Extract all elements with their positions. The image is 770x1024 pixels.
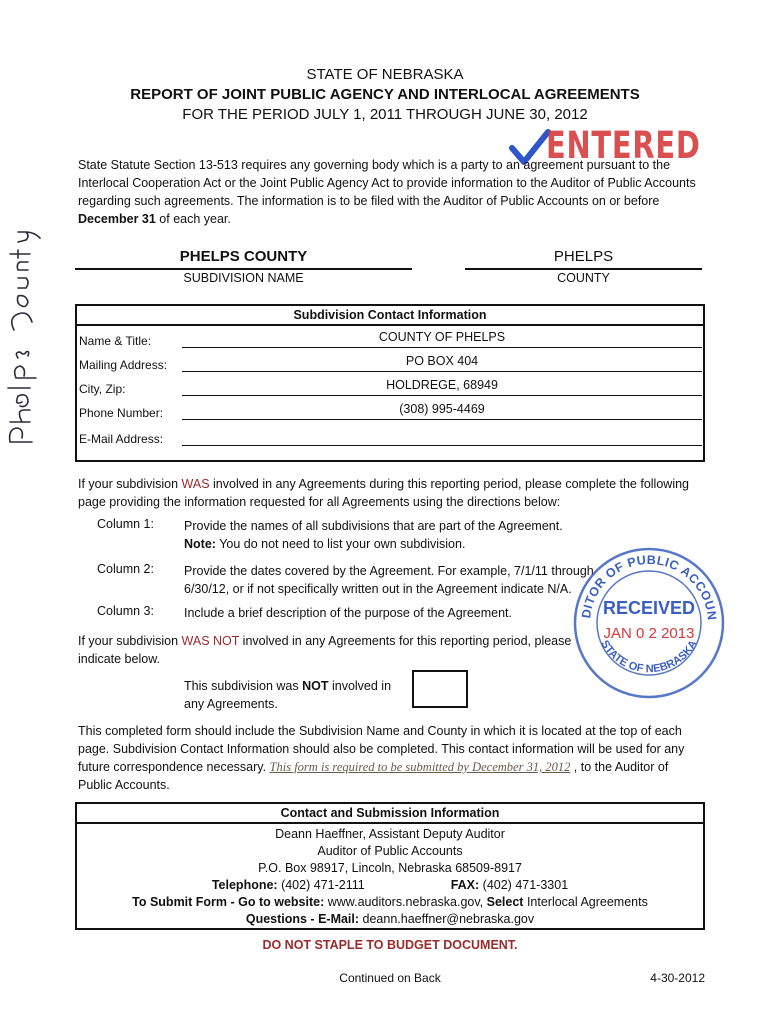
not-involved-text-end: involved in any Agreements. <box>184 679 392 711</box>
column-3-text: Include a brief description of the purpose of the Agreement. <box>184 606 512 620</box>
email-label: E-Mail Address: <box>79 432 164 446</box>
column-1-description: Provide the names of all subdivisions that are part of the Agreement. <box>184 519 563 533</box>
form-state-heading: STATE OF NEBRASKA <box>306 66 464 83</box>
intro-paragraph <box>78 156 698 228</box>
column-3-label: Column 3: <box>97 604 154 618</box>
questions-email-line <box>77 911 703 928</box>
completion-text: This completed form should include the Subdivision Name and County in which it is located at the top of each page. Subdivision Contact Information should also be completed. This contact information will be used for any future correspondence necessary. <box>78 724 685 774</box>
phone-label: Phone Number: <box>79 406 164 420</box>
submit-label: To Submit Form - Go to website: <box>132 895 325 909</box>
received-ring-top: DITOR OF PUBLIC ACCOUN <box>579 552 720 622</box>
field-underline <box>182 347 702 348</box>
subdivision-name-line <box>75 268 412 270</box>
interlocal-agreements-text: Interlocal Agreements <box>523 895 648 909</box>
was-involved-paragraph <box>78 475 698 511</box>
subdivision-name-caption: SUBDIVISION NAME <box>183 271 304 285</box>
auditor-name: Deann Haeffner, Assistant Deputy Auditor <box>275 827 505 841</box>
contact-info-title: Subdivision Contact Information <box>77 306 703 326</box>
field-underline <box>182 371 702 372</box>
contact-info-box <box>75 304 705 462</box>
was-involved-text: If your subdivision <box>78 477 182 491</box>
deadline-notice: This form is required to be submitted by December 31, 2012 <box>269 760 571 774</box>
was-involved-text-end: involved in any Agreements during this reporting period, please complete the following page providing the information requested for all Agreements using the directions below: <box>78 477 689 509</box>
field-underline <box>182 419 702 420</box>
field-underline <box>182 395 702 396</box>
questions-label: Questions - E-Mail: <box>245 912 360 926</box>
not-involved-checkbox[interactable] <box>412 670 468 708</box>
form-title: REPORT OF JOINT PUBLIC AGENCY AND INTERLOCAL AGREEMENTS <box>130 86 640 103</box>
was-not-text-end: involved in any Agreements for this reporting period, please indicate below. <box>78 634 572 666</box>
fax-label: FAX: <box>450 878 480 892</box>
received-word: RECEIVED <box>602 598 696 618</box>
completion-text-end: , to the Auditor of Public Accounts. <box>78 760 669 792</box>
phone-fax-line <box>77 877 703 894</box>
telephone-number: (402) 471-2111 <box>277 878 365 892</box>
county-line <box>465 268 702 270</box>
phone-field[interactable]: (308) 995-4469 <box>399 402 485 416</box>
email-link[interactable]: deann.haeffner@nebraska.gov <box>359 912 535 926</box>
received-date: JAN 0 2 2013 <box>603 625 695 642</box>
column-2-text: Provide the dates covered by the Agreement. For example, 7/1/11 through 6/30/12, or if not specifically written out in the Agreement indicate N/A. <box>184 564 594 596</box>
was-not-keyword: WAS NOT <box>181 634 240 648</box>
svg-text:STATE OF NEBRASKA <box>598 638 699 675</box>
auditor-address: P.O. Box 98917, Lincoln, Nebraska 68509-8917 <box>258 861 522 875</box>
staple-warning: DO NOT STAPLE TO BUDGET DOCUMENT. <box>262 938 518 952</box>
auditor-office: Auditor of Public Accounts <box>317 844 463 858</box>
form-revision-date: 4-30-2012 <box>650 971 705 985</box>
intro-deadline: December 31 <box>78 212 156 226</box>
was-not-involved-paragraph <box>78 632 578 668</box>
name-title-field[interactable]: COUNTY OF PHELPS <box>378 330 506 344</box>
column-1-note-label: Note: <box>184 537 216 551</box>
entered-stamp: ENTERED <box>546 124 701 167</box>
column-1-note: You do not need to list your own subdivision. <box>215 537 466 551</box>
received-stamp <box>570 544 728 702</box>
field-underline <box>182 445 702 446</box>
website-link[interactable]: www.auditors.nebraska.gov, <box>324 895 487 909</box>
was-not-text: If your subdivision <box>78 634 182 648</box>
column-1-label: Column 1: <box>97 517 154 531</box>
intro-text: State Statute Section 13-513 requires any governing body which is a party to an agreement pursuant to the Interlocal Cooperation Act or the Joint Public Agency Act to provide information to the Auditor of Public Accounts regarding such agreements. The information is to be filed with the Auditor of Public Accounts on or before <box>78 158 696 208</box>
contact-row-city <box>77 376 703 398</box>
continued-on-back: Continued on Back <box>339 971 441 985</box>
was-keyword: WAS <box>181 477 210 491</box>
city-zip-field[interactable]: HOLDREGE, 68949 <box>386 378 498 392</box>
contact-row-name <box>77 328 703 350</box>
column-1-text <box>184 517 624 553</box>
telephone-label: Telephone: <box>211 878 278 892</box>
form-period: FOR THE PERIOD JULY 1, 2011 THROUGH JUNE 30, 2012 <box>182 106 588 123</box>
column-2-label: Column 2: <box>97 562 154 576</box>
received-ring-bottom: STATE OF NEBRASKA <box>598 638 700 676</box>
fax-number: (402) 471-3301 <box>479 878 569 892</box>
contact-row-email <box>77 426 703 448</box>
select-label: Select <box>486 895 524 909</box>
city-zip-label: City, Zip: <box>79 382 126 396</box>
mailing-address-label: Mailing Address: <box>79 358 168 372</box>
not-involved-text: This subdivision was <box>184 679 303 693</box>
intro-text-end: of each year. <box>155 212 231 226</box>
handwritten-note <box>2 210 46 450</box>
contact-row-phone <box>77 400 703 422</box>
contact-row-mailing <box>77 352 703 374</box>
completion-paragraph <box>78 722 702 794</box>
county-caption: COUNTY <box>557 271 610 285</box>
not-involved-statement <box>184 677 409 713</box>
submission-info-title: Contact and Submission Information <box>77 804 703 824</box>
county-value: PHELPS <box>553 248 614 265</box>
not-keyword: NOT <box>302 679 329 693</box>
submission-info-box <box>75 802 705 930</box>
mailing-address-field[interactable]: PO BOX 404 <box>405 354 479 368</box>
submit-website-line <box>77 894 703 911</box>
name-title-label: Name & Title: <box>79 334 152 348</box>
subdivision-name-value: PHELPS COUNTY <box>179 248 308 265</box>
